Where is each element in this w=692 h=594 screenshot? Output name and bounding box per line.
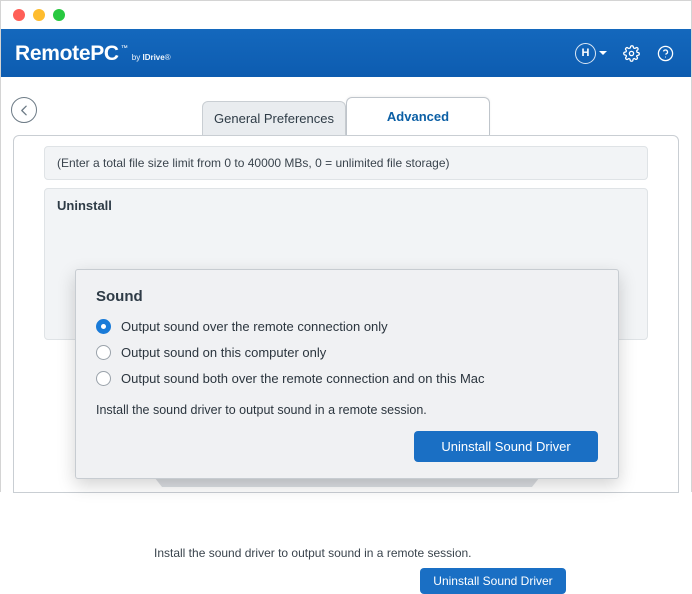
- settings-tabs: [1, 97, 691, 135]
- brand-logo: [15, 43, 171, 64]
- maximize-window-button[interactable]: [53, 9, 65, 21]
- radio-icon[interactable]: [96, 319, 111, 334]
- dialog-title: Sound: [96, 288, 143, 305]
- gear-icon[interactable]: [621, 43, 641, 63]
- sound-option-label: Output sound over the remote connection only: [121, 319, 388, 334]
- brand-name: RemotePC: [15, 41, 119, 65]
- uninstall-heading: Uninstall: [57, 198, 112, 213]
- file-size-hint: (Enter a total file size limit from 0 to 40000 MBs, 0 = unlimited file storage): [44, 146, 648, 180]
- sound-option-this-computer-only[interactable]: [96, 345, 598, 360]
- brand-subtitle: [132, 54, 171, 62]
- close-window-button[interactable]: [13, 9, 25, 21]
- header-actions: [575, 43, 675, 64]
- sound-dialog: [75, 269, 619, 479]
- brand-sub-prefix: by: [131, 52, 143, 62]
- window-titlebar: [1, 1, 691, 29]
- content-area: [1, 77, 691, 588]
- sound-option-label: Output sound on this computer only: [121, 345, 327, 360]
- avatar[interactable]: H: [575, 43, 596, 64]
- account-menu[interactable]: [575, 43, 607, 64]
- dialog-note: Install the sound driver to output sound in a remote session.: [96, 403, 427, 417]
- chevron-down-icon[interactable]: [599, 51, 607, 55]
- app-header: [1, 29, 691, 77]
- radio-icon[interactable]: [96, 345, 111, 360]
- background-install-note: Install the sound driver to output sound in a remote session.: [154, 546, 472, 560]
- tab-general-preferences[interactable]: General Preferences: [202, 101, 346, 135]
- sound-option-remote-only[interactable]: [96, 319, 598, 334]
- uninstall-sound-driver-button[interactable]: Uninstall Sound Driver: [414, 431, 598, 462]
- minimize-window-button[interactable]: [33, 9, 45, 21]
- tab-advanced[interactable]: Advanced: [346, 97, 490, 135]
- trademark-symbol: ™: [120, 44, 128, 52]
- background-uninstall-sound-driver-button[interactable]: Uninstall Sound Driver: [420, 568, 566, 594]
- sound-option-label: Output sound both over the remote connection and on this Mac: [121, 371, 485, 386]
- radio-icon[interactable]: [96, 371, 111, 386]
- help-icon[interactable]: [655, 43, 675, 63]
- brand-sub-reg: ®: [164, 52, 171, 62]
- brand-sub-name: IDrive: [142, 52, 165, 62]
- dialog-actions: [96, 431, 598, 462]
- sound-option-both[interactable]: [96, 371, 598, 386]
